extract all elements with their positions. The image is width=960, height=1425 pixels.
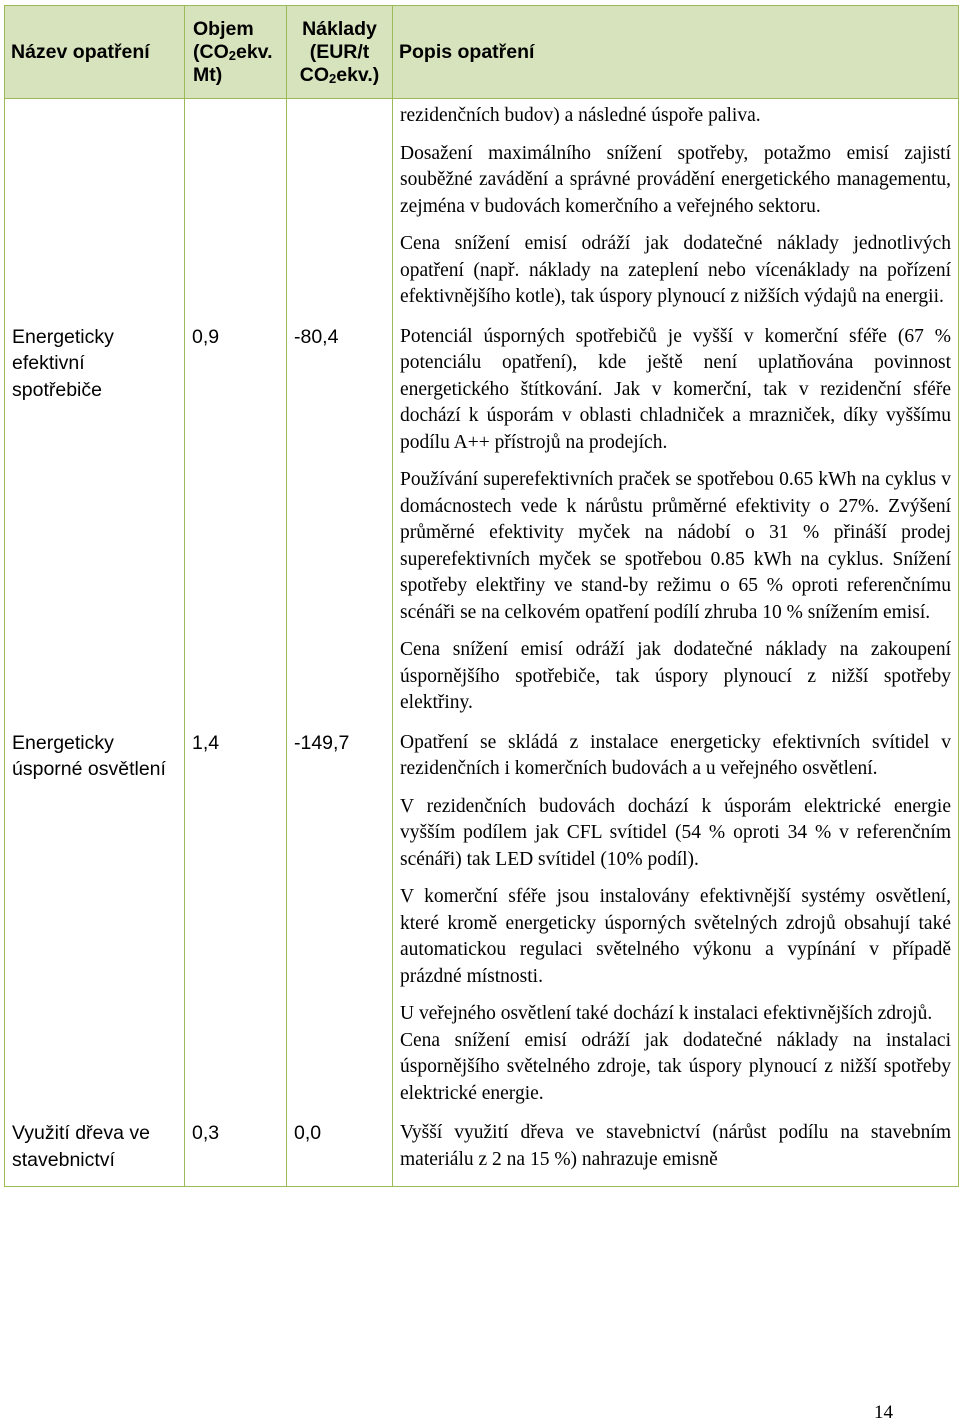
description-paragraph: Cena snížení emisí odráží jak dodatečné náklady na instalaci úspornějšího světelného zdroje, tak úspory plynoucí z nižší spotřeby elektrické energie. xyxy=(400,1029,951,1104)
measure-volume: 1,4 xyxy=(185,730,287,1121)
table-row-lighting xyxy=(5,730,959,1121)
header-measure-name-label: Název opatření xyxy=(11,40,150,63)
table-row-wood xyxy=(5,1120,959,1187)
description-paragraph: Používání superefektivních praček se spotřebou 0.65 kWh na cyklus v domácnostech vede k nárůstu průměrné efektivity o 27%. Zvýšení průměrné efektivity myček na nádobí o 31 % přináší prodej superefektivních myček se spotřebou 0.85 kWh na cyklus. Snížení spotřeby elektřiny ve stand-by režimu o 65 % oproti referenčnímu scénáři se na celkovém opatření podílí zhruba 10 % snížením emisí. xyxy=(400,469,951,623)
measure-cost: -149,7 xyxy=(287,730,393,1121)
measure-cost: -80,4 xyxy=(287,324,393,730)
description-paragraph: V rezidenčních budovách dochází k úsporám elektrické energie vyšším podílem jak CFL svítidel (54 % oproti 34 % v referenčním scénáři) tak LED svítidel (10% podíl). xyxy=(400,795,951,870)
header-cost-line2: (EUR/t xyxy=(309,40,370,63)
measure-cost: 0,0 xyxy=(287,1120,393,1187)
description-paragraph: Potenciál úsporných spotřebičů je vyšší v komerční sféře (67 % potenciálu opatření), kde ještě není uplatňována povinnost energetického štítkování. Jak v komerční, tak v rezidenční sféře dochází k úsporám v oblasti chladniček a mrazniček, díky vyššímu podílu A++ přístrojů na prodejích. xyxy=(400,325,951,453)
header-cost-line3: CO xyxy=(299,63,329,86)
description-paragraph: Cena snížení emisí odráží jak dodatečné náklady jednotlivých opatření (např. náklady na zateplení nebo vícenáklady na pořízení efektivnějšího kotle), tak úspory plynoucí z nižších výdajů na energii. xyxy=(400,233,951,307)
description-paragraph: Dosažení maximálního snížení spotřeby, potažmo emisí zajistí souběžné zavádění a správné provádění energetického managementu, zejména v budovách komerčního a veřejného sektoru. xyxy=(400,142,951,217)
measure-volume: 0,3 xyxy=(185,1120,287,1187)
measures-table xyxy=(4,5,959,1187)
measure-description xyxy=(393,730,959,1121)
header-cost xyxy=(287,6,393,99)
measure-description xyxy=(393,324,959,730)
page-number: 14 xyxy=(874,1402,893,1423)
measure-name: Energeticky úsporné osvětlení xyxy=(5,730,185,1121)
description-paragraph: V komerční sféře jsou instalovány efektivnější systémy osvětlení, které kromě energeticky úsporných světelných zdrojů obsahují také automatickou regulaci světelného výkonu a vypínání v případě prázdné místnosti. xyxy=(400,886,951,987)
header-description-label: Popis opatření xyxy=(399,40,535,63)
description-paragraph: rezidenčních budov) a následné úspoře paliva. xyxy=(400,105,761,126)
header-measure-name xyxy=(5,6,185,99)
table-row-continuation xyxy=(5,99,959,324)
measure-volume: 0,9 xyxy=(185,324,287,730)
header-cost-sub: 2 xyxy=(329,70,337,86)
header-volume xyxy=(185,6,287,99)
header-cost-line3b: ekv.) xyxy=(336,63,380,86)
measure-volume xyxy=(185,99,287,324)
header-description xyxy=(393,6,959,99)
table-header-row xyxy=(5,6,959,99)
table-row-appliances xyxy=(5,324,959,730)
measure-name: Využití dřeva ve stavebnictví xyxy=(5,1120,185,1187)
measure-name: Energeticky efektivní spotřebiče xyxy=(5,324,185,730)
description-paragraph: Vyšší využití dřeva ve stavebnictví (nárůst podílu na stavebním materiálu z 2 na 15 %) nahrazuje emisně xyxy=(400,1122,951,1170)
header-volume-line3: Mt) xyxy=(193,63,223,86)
header-volume-line2: (CO xyxy=(193,40,229,63)
header-volume-line2b: ekv. xyxy=(235,40,273,63)
measure-cost xyxy=(287,99,393,324)
header-cost-line1: Náklady xyxy=(302,17,377,40)
description-paragraph: Cena snížení emisí odráží jak dodatečné náklady na zakoupení úspornějšího spotřebiče, tak úspory plynoucí z nižší spotřeby elektřiny. xyxy=(400,639,951,713)
header-volume-line1: Objem xyxy=(193,17,254,40)
measure-name xyxy=(5,99,185,324)
description-paragraph: U veřejného osvětlení také dochází k instalaci efektivnějších zdrojů. xyxy=(400,1003,933,1024)
measure-description xyxy=(393,99,959,324)
header-volume-sub: 2 xyxy=(228,47,236,63)
description-paragraph: Opatření se skládá z instalace energeticky efektivních svítidel v rezidenčních i komerčních budovách a u veřejného osvětlení. xyxy=(400,731,951,779)
measure-description xyxy=(393,1120,959,1187)
